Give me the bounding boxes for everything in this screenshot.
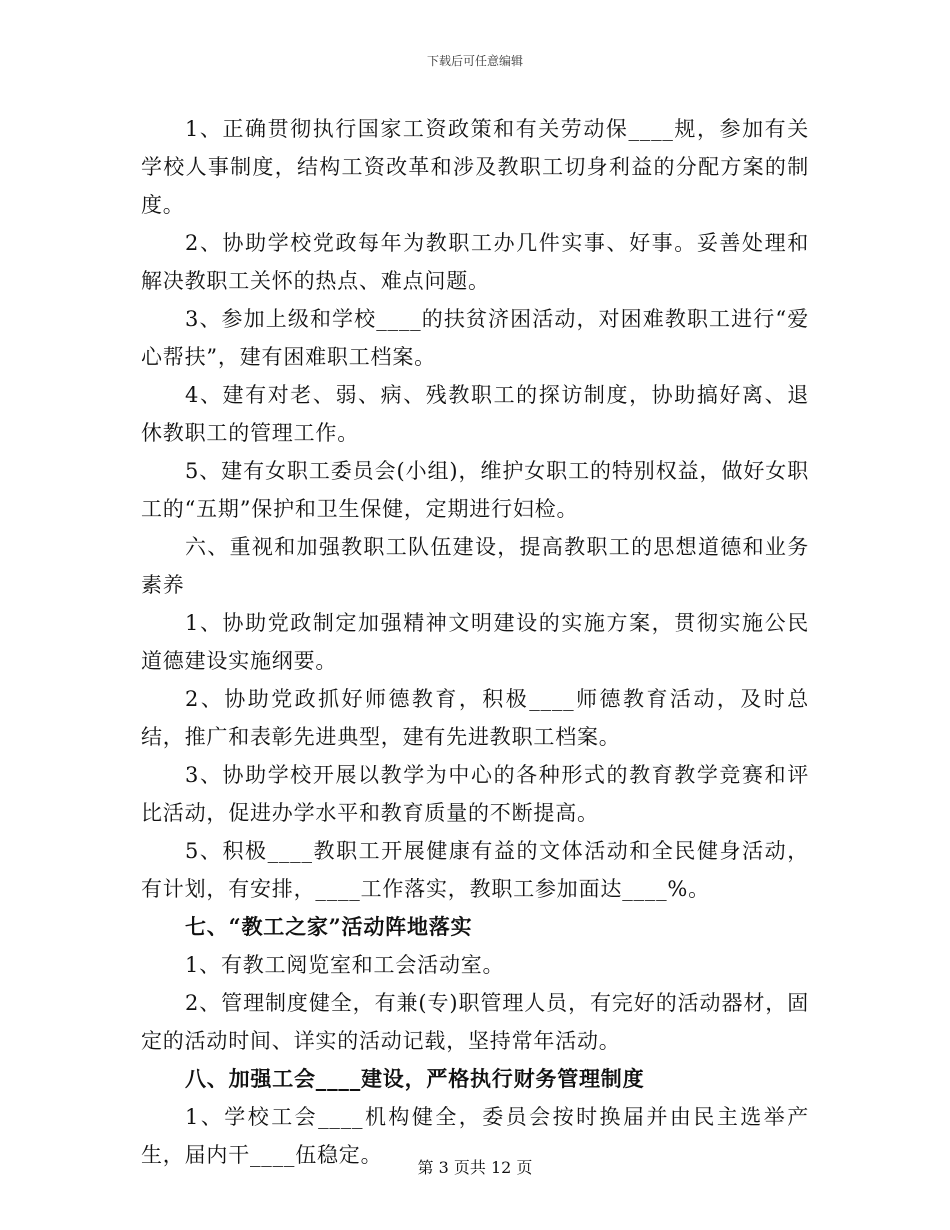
paragraph: 3、协助学校开展以教学为中心的各种形式的教育教学竞赛和评比活动，促进办学水平和教育质量的不断提高。 bbox=[141, 763, 809, 825]
page-number: 第 3 页共 12 页 bbox=[417, 1158, 533, 1177]
paragraph: 5、积极____教职工开展健康有益的文体活动和全民健身活动，有计划，有安排，____工作落实，教职工参加面达____%。 bbox=[141, 839, 809, 901]
section-heading: 八、加强工会____建设，严格执行财务管理制度 bbox=[185, 1066, 645, 1091]
document-body bbox=[141, 110, 809, 1174]
paragraph: 2、管理制度健全，有兼(专)职管理人员，有完好的活动器材，固定的活动时间、详实的活动记载，坚持常年活动。 bbox=[141, 991, 809, 1053]
section-heading: 七、“教工之家”活动阵地落实 bbox=[185, 914, 473, 939]
page-header: 下载后可任意编辑 bbox=[426, 54, 523, 68]
paragraph: 4、建有对老、弱、病、残教职工的探访制度，协助搞好离、退休教职工的管理工作。 bbox=[141, 383, 809, 445]
paragraph: 2、协助学校党政每年为教职工办几件实事、好事。妥善处理和解决教职工关怀的热点、难点问题。 bbox=[141, 231, 809, 293]
paragraph: 2、协助党政抓好师德教育，积极____师德教育活动，及时总结，推广和表彰先进典型，建有先进教职工档案。 bbox=[141, 687, 809, 749]
section-heading: 六、重视和加强教职工队伍建设，提高教职工的思想道德和业务素养 bbox=[141, 535, 809, 597]
paragraph: 5、建有女职工委员会(小组)，维护女职工的特别权益，做好女职工的“五期”保护和卫生保健，定期进行妇检。 bbox=[141, 459, 809, 521]
paragraph: 1、有教工阅览室和工会活动室。 bbox=[185, 953, 505, 977]
paragraph: 1、正确贯彻执行国家工资政策和有关劳动保____规，参加有关学校人事制度，结构工资改革和涉及教职工切身利益的分配方案的制度。 bbox=[141, 117, 809, 217]
paragraph: 3、参加上级和学校____的扶贫济困活动，对困难教职工进行“爱心帮扶”，建有困难职工档案。 bbox=[141, 307, 809, 369]
paragraph: 1、协助党政制定加强精神文明建设的实施方案，贯彻实施公民道德建设实施纲要。 bbox=[141, 611, 809, 673]
paragraph: 1、学校工会____机构健全，委员会按时换届并由民主选举产生，届内干____伍稳定。 bbox=[141, 1105, 809, 1167]
